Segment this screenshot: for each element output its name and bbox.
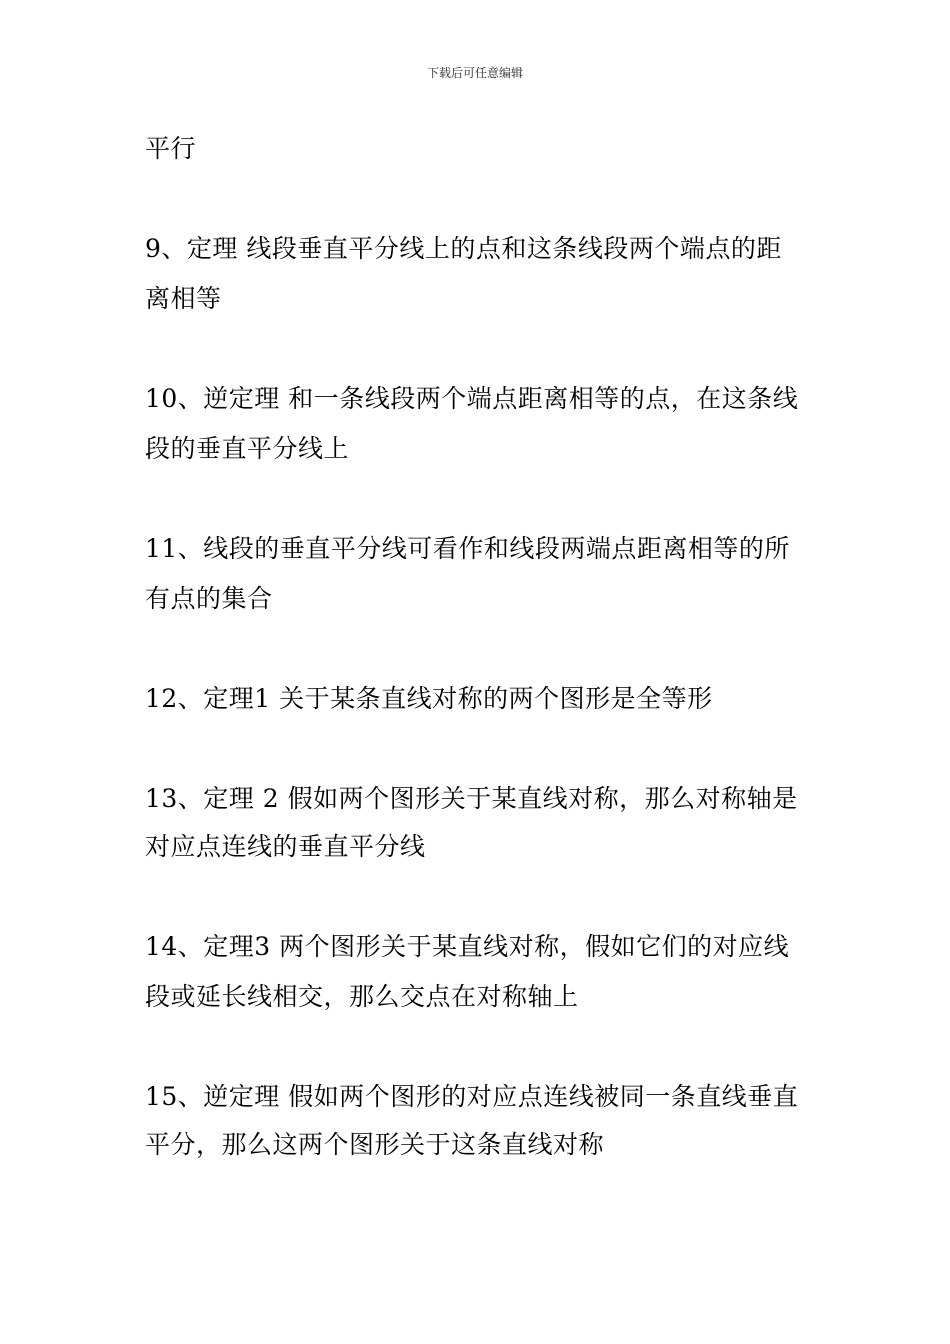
page-header: 下载后可任意编辑: [426, 66, 523, 80]
theorem-13-line-2: 对应点连线的垂直平分线: [145, 832, 426, 861]
text-line-continuation: 平行: [145, 134, 197, 163]
theorem-9-line-1: 9、定理 线段垂直平分线上的点和这条线段两个端点的距: [145, 234, 782, 263]
theorem-14-line-1: 14、定理3 两个图形关于某直线对称，假如它们的对应线: [145, 932, 790, 961]
theorem-14-line-2: 段或延长线相交，那么交点在对称轴上: [145, 982, 579, 1011]
theorem-9-line-2: 离相等: [145, 284, 222, 313]
theorem-15-line-2: 平分，那么这两个图形关于这条直线对称: [145, 1130, 605, 1159]
theorem-10-line-1: 10、逆定理 和一条线段两个端点距离相等的点，在这条线: [145, 384, 799, 413]
theorem-15-line-1: 15、逆定理 假如两个图形的对应点连线被同一条直线垂直: [145, 1082, 799, 1111]
theorem-11-line-1: 11、线段的垂直平分线可看作和线段两端点距离相等的所: [145, 534, 790, 563]
theorem-13-line-1: 13、定理 2 假如两个图形关于某直线对称，那么对称轴是: [145, 784, 798, 813]
theorem-10-line-2: 段的垂直平分线上: [145, 434, 350, 463]
theorem-11-line-2: 有点的集合: [145, 584, 273, 613]
theorem-12-line-1: 12、定理1 关于某条直线对称的两个图形是全等形: [145, 684, 713, 713]
